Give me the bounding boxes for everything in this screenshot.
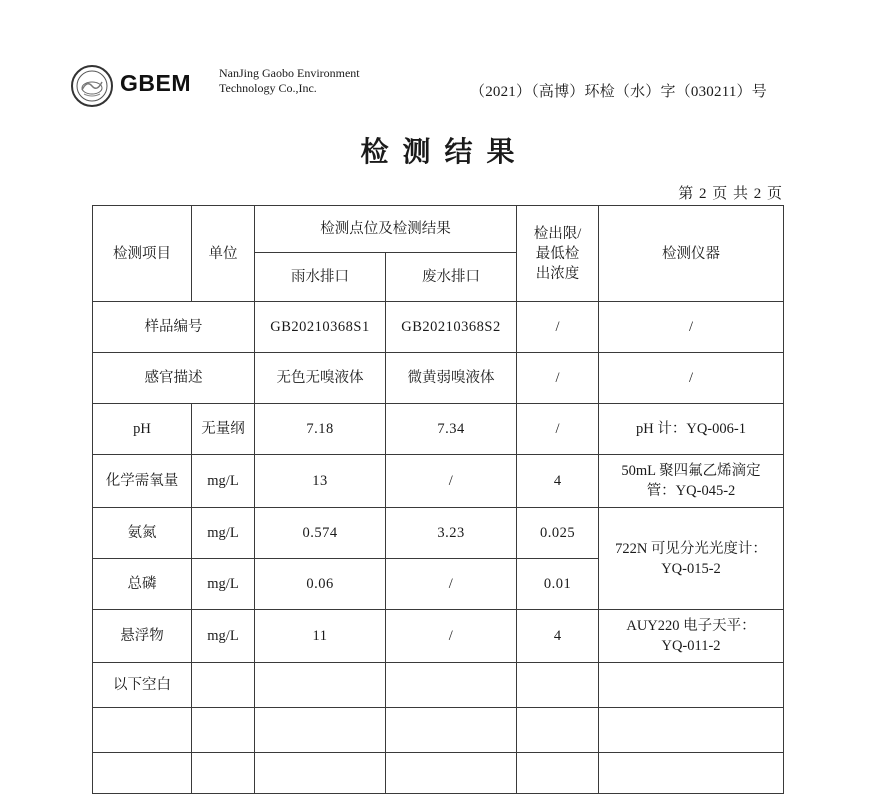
row-point2: /: [386, 559, 517, 610]
row-instrument: [599, 610, 784, 663]
row-point2: [386, 663, 517, 708]
row-point2: GB20210368S2: [386, 302, 517, 353]
row-unit: mg/L: [192, 508, 255, 559]
header-limit-line2: 最低检: [535, 245, 580, 262]
header-limit-line3: 出浓度: [535, 265, 580, 282]
table-row: [93, 455, 784, 508]
page-title: 检测结果: [360, 137, 529, 168]
row-point1: 13: [255, 455, 386, 508]
table-row: [93, 508, 784, 559]
empty-cell: [192, 753, 255, 794]
header-detection-limit: [517, 206, 599, 302]
header-limit-line1: 检出限/: [533, 225, 582, 242]
table-row-empty: [93, 753, 784, 794]
row-point1: 0.06: [255, 559, 386, 610]
document-header: [0, 58, 875, 118]
row-item: pH: [93, 404, 192, 455]
row-instrument: /: [599, 302, 784, 353]
row-point2: /: [386, 610, 517, 663]
row-point2: 3.23: [386, 508, 517, 559]
table-row-empty: [93, 708, 784, 753]
row-item: 感官描述: [93, 353, 255, 404]
empty-cell: [517, 753, 599, 794]
results-table-container: [92, 205, 783, 794]
row-point1: 7.18: [255, 404, 386, 455]
empty-cell: [255, 708, 386, 753]
empty-cell: [517, 708, 599, 753]
row-instrument-line1: 50mL 聚四氟乙烯滴定: [621, 463, 761, 479]
row-instrument-line2: YQ-011-2: [661, 638, 721, 654]
empty-cell: [386, 708, 517, 753]
row-unit: mg/L: [192, 559, 255, 610]
empty-cell: [386, 753, 517, 794]
row-item: 总磷: [93, 559, 192, 610]
row-point2: 微黄弱嗅液体: [386, 353, 517, 404]
report-number: （2021）（高博）环检（水）字（030211）号: [470, 84, 767, 100]
row-instrument: [599, 455, 784, 508]
empty-cell: [599, 708, 784, 753]
company-name-en: NanJing Gaobo Environment Technology Co.,Inc.: [219, 66, 360, 95]
row-limit: 4: [517, 610, 599, 663]
header-point-1: 雨水排口: [255, 253, 386, 302]
company-logo-text: GBEM: [120, 70, 191, 96]
row-point1: 11: [255, 610, 386, 663]
row-point1: [255, 663, 386, 708]
table-header-row-1: [93, 206, 784, 253]
header-instrument: 检测仪器: [599, 206, 784, 302]
row-unit: mg/L: [192, 455, 255, 508]
table-row: [93, 404, 784, 455]
row-instrument-line1: AUY220 电子天平：: [626, 618, 756, 634]
table-row: [93, 302, 784, 353]
row-point2: /: [386, 455, 517, 508]
company-seal-icon: [70, 64, 114, 108]
empty-cell: [599, 753, 784, 794]
row-unit: 无量纲: [192, 404, 255, 455]
results-table: [92, 205, 784, 794]
row-instrument-line2: YQ-015-2: [661, 560, 721, 577]
row-point1: GB20210368S1: [255, 302, 386, 353]
row-limit: /: [517, 404, 599, 455]
row-instrument-line1: 722N 可见分光光度计：: [615, 540, 767, 557]
row-point2: 7.34: [386, 404, 517, 455]
header-unit: 单位: [192, 206, 255, 302]
row-instrument: /: [599, 353, 784, 404]
row-item: 以下空白: [93, 663, 192, 708]
empty-cell: [192, 708, 255, 753]
row-limit: 0.01: [517, 559, 599, 610]
row-item: 化学需氧量: [93, 455, 192, 508]
row-limit: 4: [517, 455, 599, 508]
row-limit: 0.025: [517, 508, 599, 559]
row-item: 氨氮: [93, 508, 192, 559]
row-point1: 0.574: [255, 508, 386, 559]
row-item: 悬浮物: [93, 610, 192, 663]
header-point-2: 废水排口: [386, 253, 517, 302]
row-unit: mg/L: [192, 610, 255, 663]
empty-cell: [255, 753, 386, 794]
row-unit: [192, 663, 255, 708]
table-row: [93, 610, 784, 663]
row-limit: /: [517, 302, 599, 353]
table-row: [93, 353, 784, 404]
header-item: 检测项目: [93, 206, 192, 302]
row-limit: [517, 663, 599, 708]
empty-cell: [93, 753, 192, 794]
page-count: 第 2 页 共 2 页: [678, 186, 783, 202]
row-limit: /: [517, 353, 599, 404]
row-point1: 无色无嗅液体: [255, 353, 386, 404]
row-instrument-line2: 管：YQ-045-2: [646, 483, 736, 499]
row-instrument: [599, 508, 784, 610]
table-row: [93, 663, 784, 708]
row-instrument: pH 计：YQ-006-1: [599, 404, 784, 455]
header-points-group: 检测点位及检测结果: [255, 206, 517, 253]
row-instrument: [599, 663, 784, 708]
row-item: 样品编号: [93, 302, 255, 353]
empty-cell: [93, 708, 192, 753]
